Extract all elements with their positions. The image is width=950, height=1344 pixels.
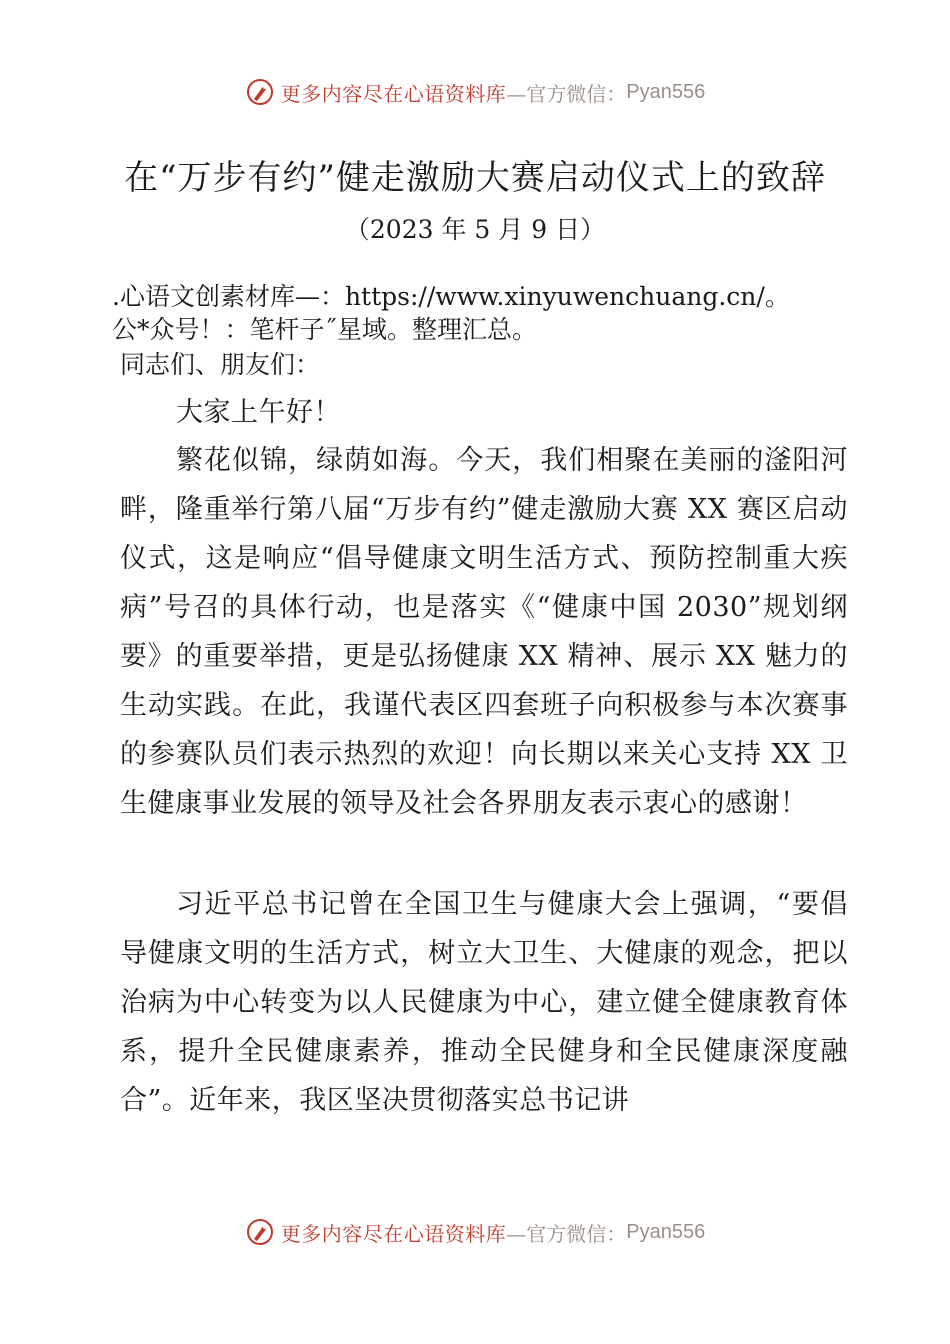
- document-title: 在“万步有约”健走激励大赛启动仪式上的致辞: [124, 158, 826, 198]
- source-note-line-2: 公*众号！：笔杆子˝星域。整理汇总。: [112, 315, 538, 344]
- salutation: 同志们、朋友们：: [120, 350, 321, 379]
- banner-lead-text: 更多内容尽在心语资料库: [280, 1221, 507, 1246]
- banner-tail-text: —官方微信：: [506, 81, 627, 106]
- pen-nib-logo-icon: [245, 1217, 275, 1247]
- source-note-line-1: .心语文创素材库—：https://www.xinyuwenchuang.cn/。: [112, 282, 790, 311]
- paragraph-2: 繁花似锦，绿荫如海。今天，我们相聚在美丽的滏阳河畔，隆重举行第八届“万步有约”健走激励大赛 XX 赛区启动仪式，这是响应“倡导健康文明生活方式、预防控制重大疾病”号召的具体行动，也是落实《“健康中国 2030”规划纲要》的重要举措，更是弘扬健康 XX 精神、展示 XX 魅力的生动实践。在此，我谨代表区四套班子向积极参与本次赛事的参赛队员们表示热烈的欢迎！向长期以来关心支持 XX 卫生健康事业发展的领导及社会各界朋友表示衷心的感谢！: [120, 445, 848, 819]
- banner-tail-text: —官方微信：: [506, 1221, 627, 1246]
- paragraph-3: 习近平总书记曾在全国卫生与健康大会上强调，“要倡导健康文明的生活方式，树立大卫生、大健康的观念，把以治病为中心转变为以人民健康为中心，建立健全健康教育体系，提升全民健康素养，推动全民健身和全民健康深度融合”。近年来，我区坚决贯彻落实总书记讲: [120, 889, 848, 1116]
- footer-banner: [0, 1212, 950, 1252]
- header-banner: [0, 72, 950, 112]
- source-note: [112, 280, 790, 346]
- document-date: （2023 年 5 月 9 日）: [344, 215, 606, 244]
- banner-lead-text: 更多内容尽在心语资料库: [280, 81, 507, 106]
- pen-nib-logo-icon: [245, 77, 275, 107]
- banner-wechat-id: Pyan556: [626, 1220, 706, 1243]
- paragraph-1: 大家上午好！: [176, 397, 341, 428]
- banner-wechat-id: Pyan556: [626, 80, 706, 103]
